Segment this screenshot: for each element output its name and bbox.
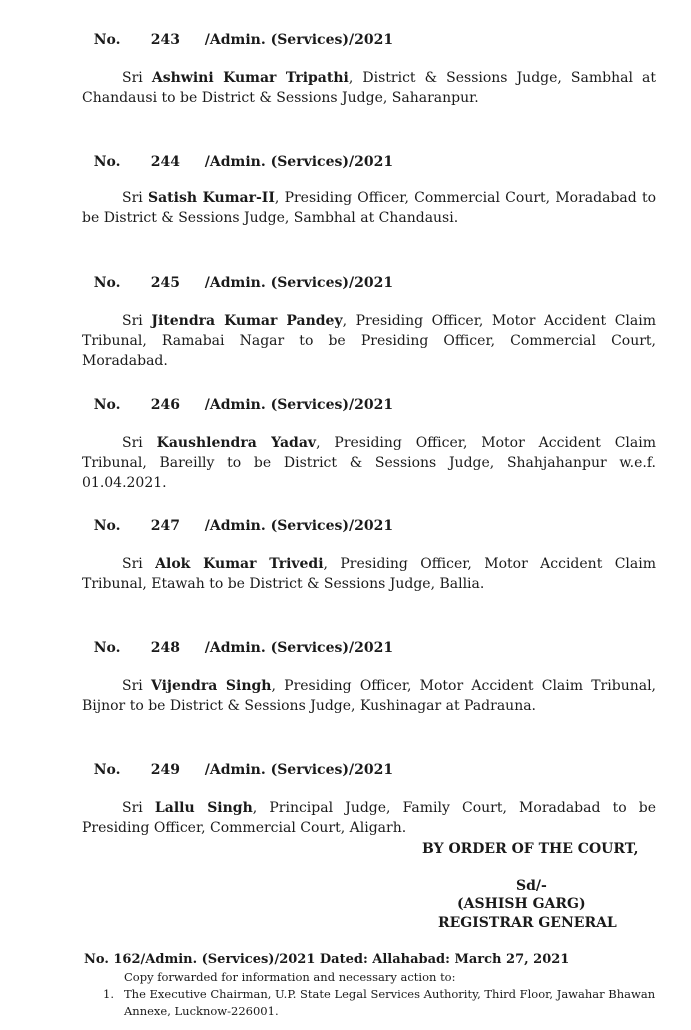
order-prefix: Sri bbox=[122, 190, 148, 206]
copy-forwarded-line: Copy forwarded for information and necessary action to: bbox=[124, 970, 456, 984]
order-text: , Presiding Officer, Motor Accident Claim Tribunal, Bijnor to be District & Sessions Judge, Kushinagar at Padrauna. bbox=[82, 678, 656, 714]
order-paragraph bbox=[82, 554, 656, 594]
order-prefix: Sri bbox=[122, 435, 157, 451]
order-heading bbox=[84, 259, 393, 291]
by-order-line: BY ORDER OF THE COURT, bbox=[422, 841, 639, 857]
order-number: 248 bbox=[150, 640, 180, 656]
order-heading bbox=[84, 502, 393, 534]
order-text: , Presiding Officer, Commercial Court, Moradabad to be District & Sessions Judge, Sambhal at Chandausi. bbox=[82, 190, 657, 226]
order-prefix: Sri bbox=[122, 70, 152, 86]
order-prefix: Sri bbox=[122, 800, 155, 816]
order-paragraph bbox=[82, 676, 656, 716]
order-paragraph bbox=[82, 311, 656, 371]
order-text: , Presiding Officer, Motor Accident Claim Tribunal, Bareilly to be District & Sessions Judge, Shahjahanpur w.e.f. 01.04.2021. bbox=[82, 435, 656, 491]
order-prefix: Sri bbox=[122, 678, 151, 694]
officer-name: Alok Kumar Trivedi bbox=[155, 556, 324, 572]
order-no-label: No. bbox=[93, 518, 121, 534]
order-heading bbox=[84, 381, 393, 413]
recipient-line-2: Annexe, Lucknow-226001. bbox=[124, 1004, 279, 1018]
order-heading bbox=[84, 138, 393, 170]
order-ref: /Admin. (Services)/2021 bbox=[204, 154, 394, 170]
sd-mark: Sd/- bbox=[516, 878, 547, 894]
officer-name: Kaushlendra Yadav bbox=[156, 435, 317, 451]
order-text: , District & Sessions Judge, Sambhal at Chandausi to be District & Sessions Judge, Saharanpur. bbox=[82, 70, 656, 106]
order-paragraph bbox=[82, 433, 656, 493]
order-no-label: No. bbox=[93, 397, 121, 413]
order-ref: /Admin. (Services)/2021 bbox=[204, 762, 394, 778]
order-text: , Principal Judge, Family Court, Moradabad to be Presiding Officer, Commercial Court, Aligarh. bbox=[82, 800, 657, 836]
order-heading bbox=[84, 624, 393, 656]
order-ref: /Admin. (Services)/2021 bbox=[204, 32, 394, 48]
officer-name: Lallu Singh bbox=[154, 800, 253, 816]
endorsement-ref: No. 162/Admin. (Services)/2021 Dated: Allahabad: March 27, 2021 bbox=[84, 952, 570, 967]
order-ref: /Admin. (Services)/2021 bbox=[204, 275, 394, 291]
order-number: 247 bbox=[150, 518, 180, 534]
order-number: 244 bbox=[150, 154, 180, 170]
officer-name: Satish Kumar-II bbox=[148, 190, 275, 206]
order-number: 246 bbox=[150, 397, 180, 413]
order-heading bbox=[84, 16, 393, 48]
signatory-title: REGISTRAR GENERAL bbox=[438, 915, 617, 931]
order-ref: /Admin. (Services)/2021 bbox=[204, 640, 394, 656]
order-text: , Presiding Officer, Motor Accident Claim Tribunal, Etawah to be District & Sessions Judge, Ballia. bbox=[82, 556, 656, 592]
order-paragraph bbox=[82, 68, 656, 108]
officer-name: Ashwini Kumar Tripathi bbox=[151, 70, 349, 86]
order-ref: /Admin. (Services)/2021 bbox=[204, 518, 394, 534]
order-paragraph bbox=[82, 188, 656, 228]
order-heading bbox=[84, 746, 393, 778]
order-no-label: No. bbox=[93, 275, 121, 291]
order-paragraph bbox=[82, 798, 656, 838]
officer-name: Jitendra Kumar Pandey bbox=[151, 313, 343, 329]
order-prefix: Sri bbox=[122, 556, 156, 572]
order-number: 243 bbox=[150, 32, 180, 48]
signatory-name: (ASHISH GARG) bbox=[457, 896, 586, 912]
order-no-label: No. bbox=[93, 640, 121, 656]
order-no-label: No. bbox=[93, 154, 121, 170]
recipient-line-1: The Executive Chairman, U.P. State Legal Services Authority, Third Floor, Jawahar Bhawan bbox=[124, 987, 656, 1001]
officer-name: Vijendra Singh bbox=[150, 678, 272, 694]
order-no-label: No. bbox=[93, 762, 121, 778]
order-no-label: No. bbox=[93, 32, 121, 48]
order-prefix: Sri bbox=[122, 313, 152, 329]
order-number: 249 bbox=[150, 762, 180, 778]
order-number: 245 bbox=[150, 275, 180, 291]
order-text: , Presiding Officer, Motor Accident Claim Tribunal, Ramabai Nagar to be Presiding Officer, Commercial Court, Moradabad. bbox=[82, 313, 656, 369]
order-ref: /Admin. (Services)/2021 bbox=[204, 397, 394, 413]
recipient-number: 1. bbox=[103, 987, 114, 1001]
